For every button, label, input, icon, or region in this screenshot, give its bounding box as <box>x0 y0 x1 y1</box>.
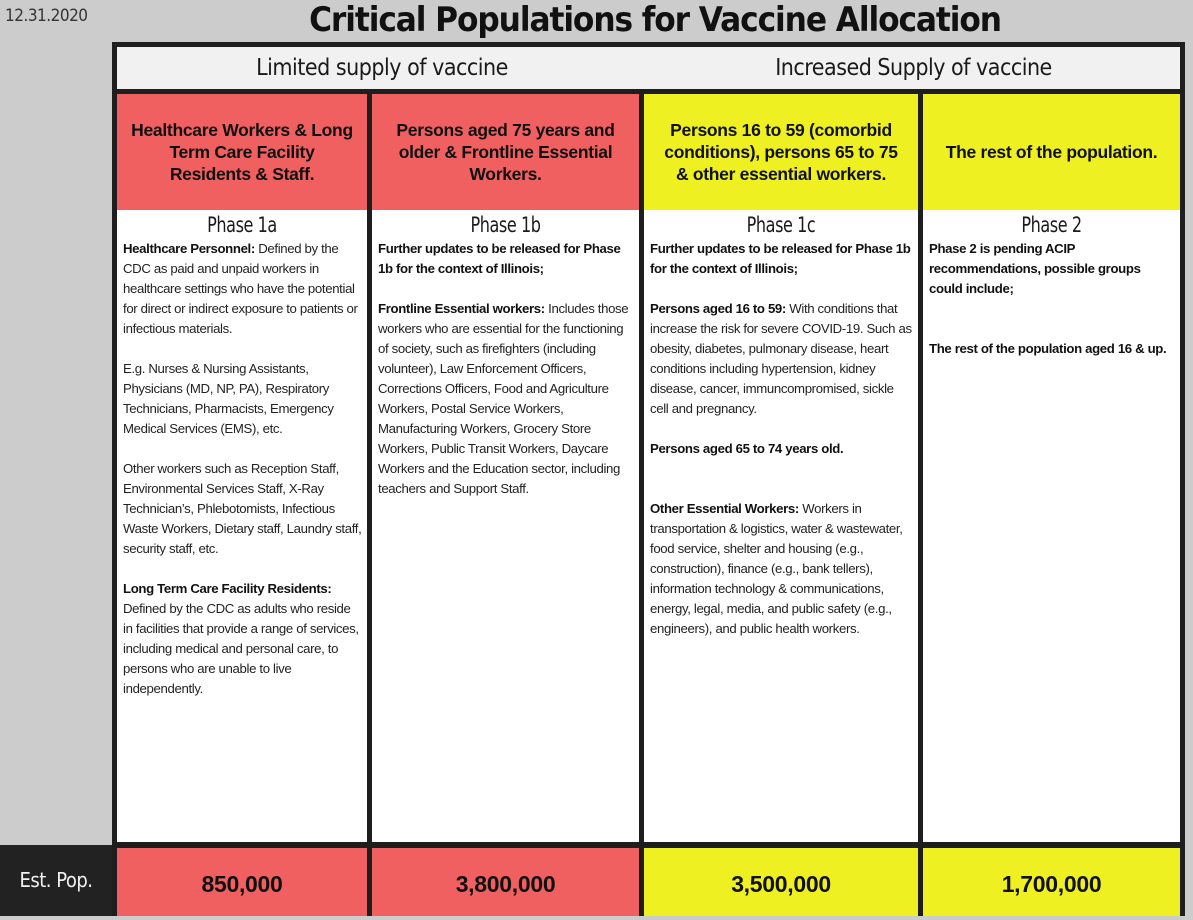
paragraph-heading: Frontline Essential workers: <box>378 301 545 316</box>
paragraph <box>123 579 363 699</box>
paragraph <box>650 499 914 639</box>
paragraph <box>929 339 1176 359</box>
paragraph-text: With conditions that increase the risk for severe COVID-19. Such as obesity, diabetes, pulmonary disease, heart conditions including hypertension, kidney disease, cancer, immuncompromised, sickle cell and pregnancy. <box>650 301 912 416</box>
phase-title: Phase 1a <box>207 213 277 237</box>
paragraph-text: Workers in transportation & logistics, water & wastewater, food service, shelter and housing (e.g., construction), finance (e.g., bank tellers), information technology & communications, energy, legal, media, and public safety (e.g., engineers), and public health workers. <box>650 501 903 636</box>
phase-body <box>117 210 367 842</box>
increased-supply-label: Increased Supply of vaccine <box>775 55 1052 81</box>
population-2: 1,700,000 <box>923 848 1180 916</box>
phase-column-1b <box>372 94 639 842</box>
paragraph <box>123 459 363 559</box>
phase-column-2 <box>923 94 1180 842</box>
phase-description <box>372 239 639 499</box>
population-1b: 3,800,000 <box>372 848 639 916</box>
date-label: 12.31.2020 <box>5 6 88 26</box>
page-title: Critical Populations for Vaccine Allocation <box>309 0 1001 40</box>
phase-header: Persons 16 to 59 (comorbid conditions), persons 65 to 75 & other essential workers. <box>644 94 918 210</box>
paragraph-text: Other workers such as Reception Staff, Environmental Services Staff, X-Ray Technician’s, Phlebotomists, Infectious Waste Workers, Dietary staff, Laundry staff, security staff, etc. <box>123 461 362 556</box>
phase-title: Phase 1c <box>746 213 816 237</box>
phase-column-1c <box>644 94 918 842</box>
population-1c: 3,500,000 <box>644 848 918 916</box>
paragraph <box>929 239 1176 299</box>
paragraph <box>650 439 914 459</box>
paragraph-heading: Long Term Care Facility Residents: <box>123 581 332 596</box>
phase-title: Phase 1b <box>470 213 541 237</box>
paragraph-heading: Healthcare Personnel: <box>123 241 255 256</box>
phase-body <box>372 210 639 842</box>
paragraph <box>123 359 363 439</box>
phase-header: Healthcare Workers & Long Term Care Facility Residents & Staff. <box>117 94 367 210</box>
paragraph-heading: Phase 2 is pending ACIP recommendations, possible groups could include; <box>929 241 1141 296</box>
paragraph-heading: The rest of the population aged 16 & up. <box>929 341 1167 356</box>
paragraph <box>378 299 635 499</box>
limited-supply-label: Limited supply of vaccine <box>256 55 508 81</box>
paragraph-text: Includes those workers who are essential for the functioning of society, such as firefighters (including volunteer), Law Enforcement Officers, Corrections Officers, Food and Agriculture Workers, Postal Service Workers, Manufacturing Workers, Grocery Store Workers, Public Transit Workers, Daycare Workers and the Education sector, including teachers and Support Staff. <box>378 301 629 496</box>
phase-title: Phase 2 <box>1021 213 1082 237</box>
population-1a: 850,000 <box>117 848 367 916</box>
est-pop-label: Est. Pop. <box>0 845 112 916</box>
paragraph-heading: Further updates to be released for Phase 1b for the context of Illinois; <box>650 241 911 276</box>
phase-header: Persons aged 75 years and older & Frontline Essential Workers. <box>372 94 639 210</box>
paragraph <box>123 239 363 339</box>
phase-header: The rest of the population. <box>923 94 1180 210</box>
paragraph-text: Defined by the CDC as adults who reside in facilities that provide a range of services, including medical and personal care, to persons who are unable to live independently. <box>123 601 359 696</box>
paragraph <box>378 239 635 279</box>
phase-body <box>644 210 918 842</box>
phase-column-1a <box>117 94 367 842</box>
phase-description <box>644 239 918 639</box>
phase-body <box>923 210 1180 842</box>
paragraph-text: E.g. Nurses & Nursing Assistants, Physicians (MD, NP, PA), Respiratory Technicians, Pharmacists, Emergency Medical Services (EMS), etc. <box>123 361 334 436</box>
paragraph-text: Defined by the CDC as paid and unpaid workers in healthcare settings who have the potential for direct or indirect exposure to patients or infectious materials. <box>123 241 358 336</box>
paragraph-heading: Further updates to be released for Phase 1b for the context of Illinois; <box>378 241 621 276</box>
phase-description <box>923 239 1180 359</box>
paragraph-heading: Persons aged 16 to 59: <box>650 301 786 316</box>
phase-description <box>117 239 367 699</box>
paragraph <box>650 239 914 279</box>
paragraph <box>650 299 914 419</box>
paragraph-heading: Persons aged 65 to 74 years old. <box>650 441 844 456</box>
supply-header-row <box>117 47 1180 89</box>
paragraph-heading: Other Essential Workers: <box>650 501 799 516</box>
